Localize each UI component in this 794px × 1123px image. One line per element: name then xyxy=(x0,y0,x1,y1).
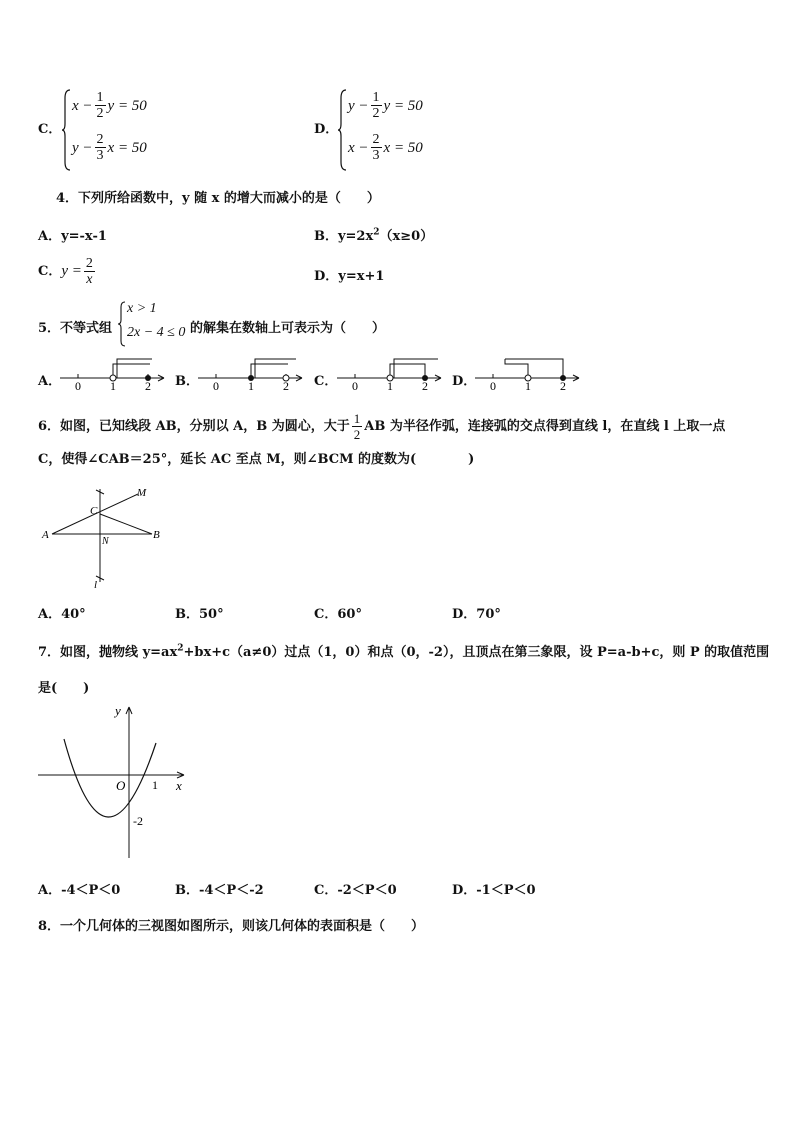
q3-c-eq2-frac-d: 3 xyxy=(96,148,104,163)
q3-option-d-eq2 xyxy=(348,132,423,163)
q4-option-c-frac-d: x xyxy=(86,272,93,287)
q7-label-y: y xyxy=(115,703,121,718)
q3-option-d-brace xyxy=(338,88,348,172)
q7-label-minus2: -2 xyxy=(133,814,143,828)
q5-option-a-label: A． xyxy=(38,374,62,389)
q5-stem xyxy=(38,317,112,336)
q4-option-c-label: C． xyxy=(38,264,62,279)
q4-option-c xyxy=(38,256,97,287)
q3-c-eq2-frac-n: 2 xyxy=(96,132,104,147)
q3-option-c-label: C． xyxy=(38,122,62,137)
q4-option-b-sup: 2 xyxy=(373,227,380,238)
q5-b-tick-2: 2 xyxy=(283,379,289,393)
q3-option-d-eq1 xyxy=(348,90,423,121)
q7-figure xyxy=(36,703,196,863)
q3-d-eq1-left: y − xyxy=(348,98,369,114)
q5-option-c-numberline xyxy=(337,356,447,392)
q6-frac-d: 2 xyxy=(353,427,361,442)
q4-option-b-suffix: （x≥0） xyxy=(379,229,434,244)
q3-option-c-brace xyxy=(62,88,72,172)
q7-label-o: O xyxy=(116,778,126,793)
q6-line1 xyxy=(38,411,725,442)
q5-option-b-numberline xyxy=(198,356,308,392)
q7-label-x: x xyxy=(176,778,182,793)
q5-c-tick-0: 0 xyxy=(352,379,358,393)
q5-a-tick-2: 2 xyxy=(145,379,151,393)
q4-option-c-lhs: y = xyxy=(61,263,82,279)
q5-d-tick-1: 1 xyxy=(525,379,531,393)
q7-sup: 2 xyxy=(177,643,184,654)
q5-a-tick-1: 1 xyxy=(110,379,116,393)
q7-option-c: C．-2＜P＜0 xyxy=(314,883,397,898)
q6-label-c: C xyxy=(90,505,98,517)
q7-line1 xyxy=(38,641,769,660)
q5-b-tick-0: 0 xyxy=(213,379,219,393)
q3-d-eq2-left: x − xyxy=(348,140,369,156)
q3-d-eq1-frac-n: 1 xyxy=(372,90,380,105)
q3-option-c xyxy=(38,118,61,137)
q6-label-n: N xyxy=(102,536,109,547)
q6-label-a: A xyxy=(42,529,49,541)
q5-ineq2: 2x − 4 ≤ 0 xyxy=(127,325,186,340)
q3-c-eq1-left: x − xyxy=(72,98,93,114)
q5-option-b-label: B． xyxy=(175,374,199,389)
q6-option-c: C．60° xyxy=(314,607,362,622)
q4-option-b-prefix: B．y=2x xyxy=(314,229,374,244)
q4-option-b xyxy=(314,225,433,244)
q6-frac-n: 1 xyxy=(353,411,361,426)
q3-d-eq1-right: y = 50 xyxy=(383,98,423,114)
q3-option-c-eq2 xyxy=(72,132,147,163)
q4-option-c-frac-n: 2 xyxy=(85,256,93,271)
q5-d-tick-2: 2 xyxy=(560,379,566,393)
q5-option-c-label: C． xyxy=(314,374,338,389)
q3-option-d-label: D． xyxy=(314,122,339,137)
q6-option-a: A．40° xyxy=(38,607,86,622)
q5-stem-suffix: 的解集在数轴上可表示为（ ） xyxy=(190,321,386,336)
q7-option-d: D．-1＜P＜0 xyxy=(452,883,536,898)
q6-option-d: D．70° xyxy=(452,607,501,622)
q4-stem: 4．下列所给函数中，y 随 x 的增大而减小的是（ ） xyxy=(56,191,380,206)
q5-option-d-numberline xyxy=(475,356,585,392)
q5-b-tick-1: 1 xyxy=(248,379,254,393)
q5-option-a-numberline xyxy=(60,356,170,392)
q7-option-a: A．-4＜P＜0 xyxy=(38,883,121,898)
q3-c-eq1-frac-n: 1 xyxy=(96,90,104,105)
q8-stem: 8．一个几何体的三视图如图所示，则该几何体的表面积是（ ） xyxy=(38,919,425,934)
q7-option-b: B．-4＜P＜-2 xyxy=(175,883,264,898)
q6-label-l: l xyxy=(94,579,98,591)
q6-figure xyxy=(40,484,170,594)
q3-option-c-eq1 xyxy=(72,90,147,121)
q3-d-eq2-right: x = 50 xyxy=(383,140,423,156)
q7-line1-prefix: 7．如图，抛物线 y=ax xyxy=(38,645,178,660)
q5-d-tick-0: 0 xyxy=(490,379,496,393)
q7-line1-suffix: +bx+c（a≠0）过点（1，0）和点（0，-2），且顶点在第三象限，设 P=a-b+c，则 P 的取值范围 xyxy=(183,645,770,660)
q3-c-eq1-right: y = 50 xyxy=(107,98,147,114)
q4-option-d: D．y=x+1 xyxy=(314,269,385,284)
q3-c-eq2-left: y − xyxy=(72,140,93,156)
q7-line2: 是( ) xyxy=(38,681,90,696)
q3-option-d xyxy=(314,118,338,137)
q3-d-eq2-frac-d: 3 xyxy=(372,148,380,163)
q5-c-tick-1: 1 xyxy=(387,379,393,393)
q7-label-1: 1 xyxy=(152,778,158,792)
q6-line1-suffix: AB 为半径作弧，连接弧的交点得到直线 l，在直线 l 上取一点 xyxy=(364,419,726,434)
q6-option-b: B．50° xyxy=(175,607,224,622)
q3-c-eq1-frac-d: 2 xyxy=(96,106,104,121)
q5-ineq1: x > 1 xyxy=(127,301,157,316)
q6-label-m: M xyxy=(137,487,147,499)
q6-line2: C，使得∠CAB＝25°，延长 AC 至点 M，则∠BCM 的度数为( ) xyxy=(38,452,475,467)
q5-c-tick-2: 2 xyxy=(422,379,428,393)
q6-label-b: B xyxy=(153,529,160,541)
q6-line1-prefix: 6．如图，已知线段 AB，分别以 A，B 为圆心，大于 xyxy=(38,419,350,434)
q3-d-eq1-frac-d: 2 xyxy=(372,106,380,121)
q5-a-tick-0: 0 xyxy=(75,379,81,393)
q3-c-eq2-right: x = 50 xyxy=(107,140,147,156)
q5-brace xyxy=(118,301,126,347)
q5-stem-prefix: 5．不等式组 xyxy=(38,321,113,336)
q5-option-d-label: D． xyxy=(452,374,477,389)
q3-d-eq2-frac-n: 2 xyxy=(372,132,380,147)
q4-option-a: A．y=-x-1 xyxy=(38,229,107,244)
